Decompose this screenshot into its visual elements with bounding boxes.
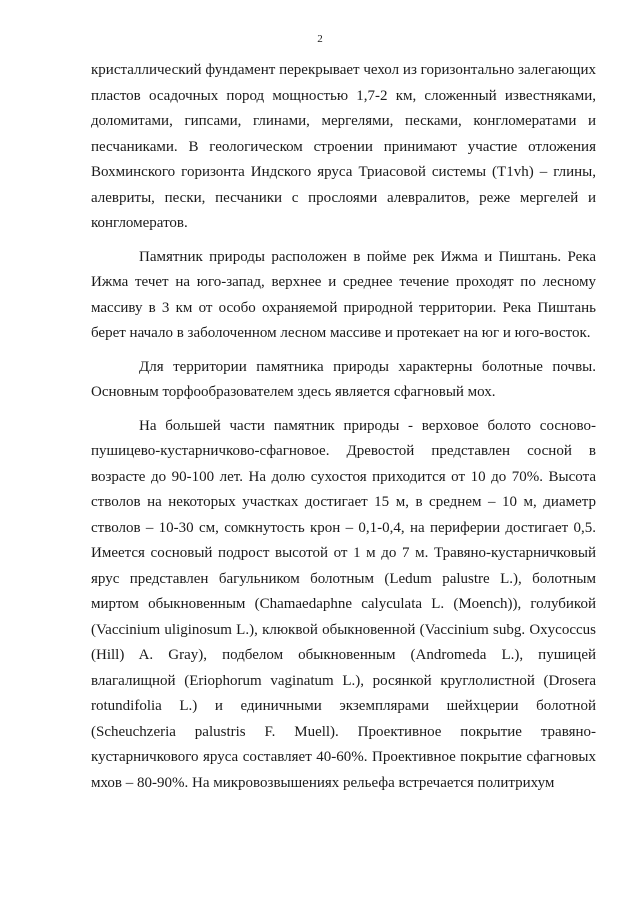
paragraph-rivers: Памятник природы расположен в пойме рек Ижма и Пиштань. Река Ижма течет на юго-запад, верхнее и среднее течение проходят по лесному массиву в 3 км от особо охраняемой природной территории. Река Пиштань берет начало в заболоченном лесном массиве и протекает на юг и юго-восток.: [91, 248, 596, 341]
paragraph-spacer: [91, 347, 596, 355]
paragraph-spacer: [91, 406, 596, 414]
page-number: 2: [317, 33, 323, 45]
body-text: [91, 58, 596, 796]
paragraph-spacer: [91, 237, 596, 245]
paragraph-soils: Для территории памятника природы характерны болотные почвы. Основным торфообразователем здесь является сфагновый мох.: [91, 358, 596, 400]
paragraph-vegetation: На большей части памятник природы - верховое болото сосново-пушицево-кустарничково-сфагновое. Древостой представлен сосной в возрасте до 90-100 лет. На долю сухостоя приходится от 10 до 70%. Высота стволов на некоторых участках достигает 15 м, в среднем – 10 м, диаметр стволов – 10-30 см, сомкнутость крон – 0,1-0,4, на периферии достигает 0,5. Имеется сосновый подрост высотой от 1 м до 7 м. Травяно-кустарничковый ярус представлен багульником болотным (Ledum palustre L.), болотным миртом обыкновенным (Chamaedaphne calyculata L. (Moench)), голубикой (Vaccinium uliginosum L.), клюквой обыкновенной (Vaccinium subg. Oxycoccus (Hill) A. Gray), подбелом обыкновенным (Andromeda L.), пушицей влагалищной (Eriophorum vaginatum L.), росянкой круглолистной (Drosera rotundifolia L.) и единичными экземплярами шейхцерии болотной (Scheuchzeria palustris F. Muell). Проективное покрытие травяно-кустарничкового яруса составляет 40-60%. Проективное покрытие сфагновых мхов – 80-90%. На микровозвышениях рельефа встречается политрихум: [91, 417, 596, 791]
paragraph-geology: кристаллический фундамент перекрывает чехол из горизонтально залегающих пластов осадочных пород мощностью 1,7-2 км, сложенный известняками, доломитами, гипсами, глинами, мергелями, песками, конгломератами и песчаниками. В геологическом строении принимают участие отложения Вохминского горизонта Индского яруса Триасовой системы (T1vh) – глины, алевриты, пески, песчаники с прослоями алевралитов, реже мергелей и конгломератов.: [91, 62, 596, 231]
